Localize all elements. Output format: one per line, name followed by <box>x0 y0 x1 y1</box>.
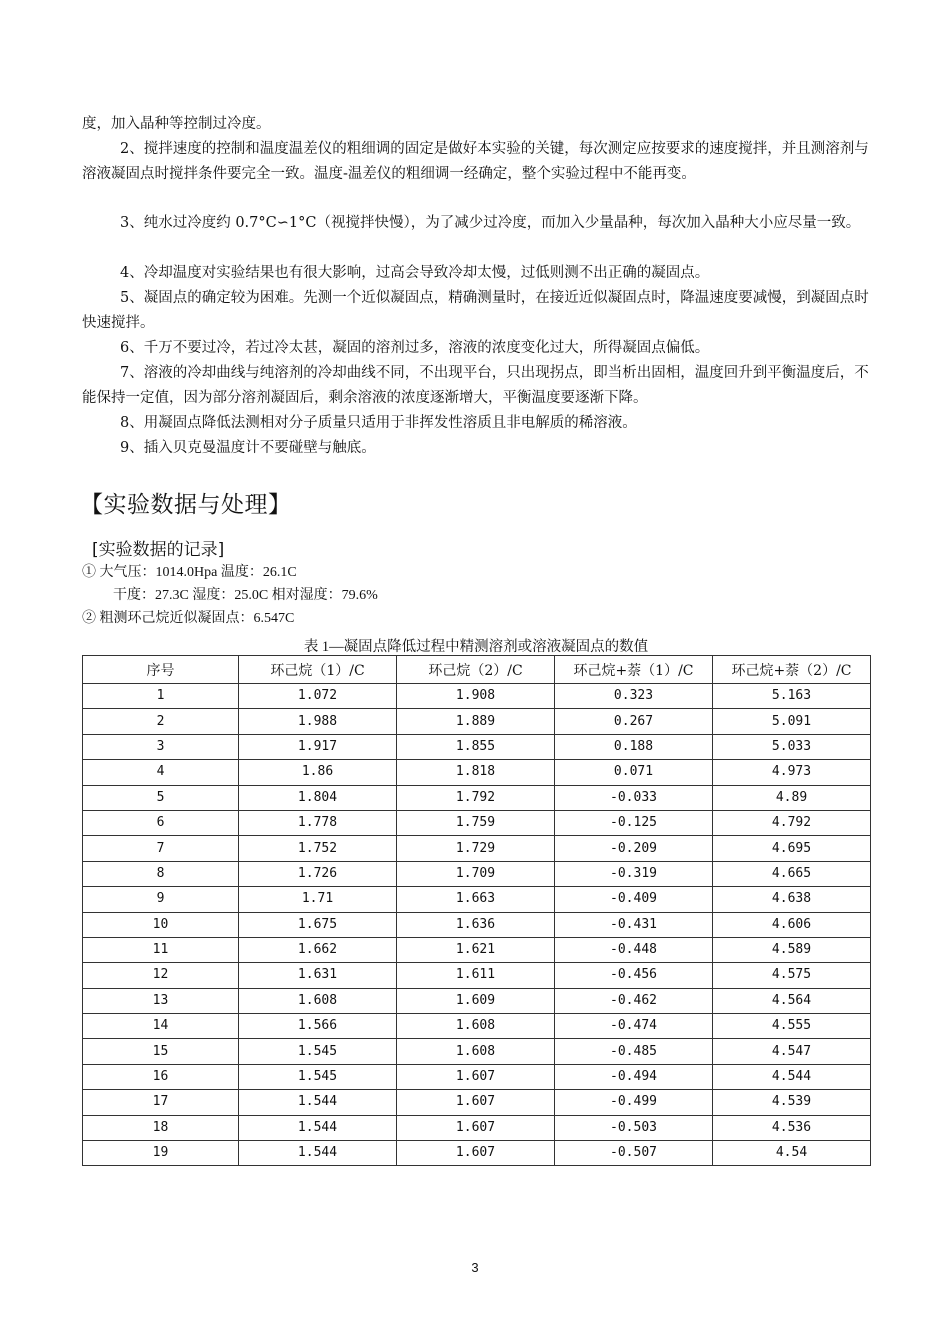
table-cell: 2 <box>83 709 239 734</box>
table-cell: 4.606 <box>713 912 871 937</box>
table-cell: 1.675 <box>239 912 397 937</box>
table-cell: 4.539 <box>713 1090 871 1115</box>
table-row <box>83 1039 871 1064</box>
table-row <box>83 988 871 1013</box>
table-cell: 1.544 <box>239 1141 397 1166</box>
table-cell: 4.695 <box>713 836 871 861</box>
table-row <box>83 1064 871 1089</box>
table-cell: 1.607 <box>397 1064 555 1089</box>
table-cell: 1.818 <box>397 760 555 785</box>
table-cell: 0.188 <box>555 734 713 759</box>
header-cyclohexane-naphthalene-2: 环己烷+萘（2）/C <box>713 656 871 684</box>
table-cell: -0.033 <box>555 785 713 810</box>
table-cell: 1.917 <box>239 734 397 759</box>
table-row <box>83 810 871 835</box>
table-cell: 1.607 <box>397 1115 555 1140</box>
table-cell: 1.86 <box>239 760 397 785</box>
table-cell: 11 <box>83 937 239 962</box>
table-cell: 1.545 <box>239 1064 397 1089</box>
table-cell: 0.071 <box>555 760 713 785</box>
table-cell: 1.804 <box>239 785 397 810</box>
note-7: 7、溶液的冷却曲线与纯溶剂的冷却曲线不同，不出现平台，只出现拐点，即当析出固相，温度回升到平衡温度后，不能保持一定值，因为部分溶剂凝固后，剩余溶液的浓度逐渐增大，平衡温度要逐渐下降。 <box>82 365 869 406</box>
table-cell: 3 <box>83 734 239 759</box>
table-cell: 1.726 <box>239 861 397 886</box>
note-5: 5、凝固点的确定较为困难。先测一个近似凝固点，精确测量时，在接近近似凝固点时，降温速度要减慢，到凝固点时快速搅拌。 <box>82 290 869 331</box>
table-cell: -0.494 <box>555 1064 713 1089</box>
table-cell: 1.988 <box>239 709 397 734</box>
table-cell: 1.621 <box>397 937 555 962</box>
header-cyclohexane-2: 环己烷（2）/C <box>397 656 555 684</box>
table-cell: 4.89 <box>713 785 871 810</box>
table-row <box>83 1141 871 1166</box>
page-number: 3 <box>471 1260 479 1275</box>
table-cell: 4 <box>83 760 239 785</box>
table-cell: 1.609 <box>397 988 555 1013</box>
table-cell: -0.409 <box>555 887 713 912</box>
table-cell: 17 <box>83 1090 239 1115</box>
note-6: 6、千万不要过冷，若过冷太甚，凝固的溶剂过多，溶液的浓度变化过大，所得凝固点偏低。 <box>120 340 710 356</box>
table-cell: 1.662 <box>239 937 397 962</box>
table-cell: 4.973 <box>713 760 871 785</box>
note-3: 3、纯水过冷度约 0.7°C∽1°C（视搅拌快慢），为了减少过冷度，而加入少量晶种，每次加入晶种大小应尽量一致。 <box>120 215 861 231</box>
table-cell: 1.663 <box>397 887 555 912</box>
table-caption: 表 1—凝固点降低过程中精测溶剂或溶液凝固点的数值 <box>303 639 649 655</box>
table-cell: 1.544 <box>239 1115 397 1140</box>
table-row <box>83 912 871 937</box>
table-cell: 1.759 <box>397 810 555 835</box>
table-row <box>83 1115 871 1140</box>
table-row <box>83 1090 871 1115</box>
table-cell: 0.267 <box>555 709 713 734</box>
table-cell: 1.636 <box>397 912 555 937</box>
table-body <box>83 684 871 1166</box>
table-cell: 1.709 <box>397 861 555 886</box>
table-cell: 1 <box>83 684 239 709</box>
table-cell: -0.485 <box>555 1039 713 1064</box>
table-cell: 4.665 <box>713 861 871 886</box>
table-cell: 1.607 <box>397 1090 555 1115</box>
table-cell: -0.462 <box>555 988 713 1013</box>
table-cell: 8 <box>83 861 239 886</box>
note-9: 9、插入贝克曼温度计不要碰壁与触底。 <box>120 440 376 456</box>
section-title: 【实验数据与处理】 <box>80 492 292 518</box>
table-cell: 0.323 <box>555 684 713 709</box>
note-2: 2、搅拌速度的控制和温度温差仪的粗细调的固定是做好本实验的关键，每次测定应按要求的速度搅拌，并且测溶剂与溶液凝固点时搅拌条件要完全一致。温度-温差仪的粗细调一经确定，整个实验过程中不能再变。 <box>82 141 869 182</box>
table-cell: 9 <box>83 887 239 912</box>
table-cell: 1.631 <box>239 963 397 988</box>
table-row <box>83 937 871 962</box>
table-cell: 5.163 <box>713 684 871 709</box>
table-cell: 15 <box>83 1039 239 1064</box>
table-row <box>83 1014 871 1039</box>
table-cell: 4.536 <box>713 1115 871 1140</box>
table-cell: 1.729 <box>397 836 555 861</box>
table-cell: 13 <box>83 988 239 1013</box>
table-cell: 1.855 <box>397 734 555 759</box>
table-row <box>83 684 871 709</box>
table-row <box>83 836 871 861</box>
freezing-point-table <box>82 655 871 1166</box>
table-cell: 4.544 <box>713 1064 871 1089</box>
header-cyclohexane-naphthalene-1: 环己烷+萘（1）/C <box>555 656 713 684</box>
sub-title: [实验数据的记录] <box>92 540 225 560</box>
table-cell: 18 <box>83 1115 239 1140</box>
table-cell: 1.608 <box>239 988 397 1013</box>
header-cyclohexane-1: 环己烷（1）/C <box>239 656 397 684</box>
table-cell: -0.507 <box>555 1141 713 1166</box>
table-cell: 1.908 <box>397 684 555 709</box>
table-row <box>83 963 871 988</box>
table-row <box>83 760 871 785</box>
table-cell: 4.589 <box>713 937 871 962</box>
table-header-row <box>83 656 871 684</box>
table-cell: 1.608 <box>397 1014 555 1039</box>
table-cell: 5.033 <box>713 734 871 759</box>
table-row <box>83 734 871 759</box>
table-cell: 6 <box>83 810 239 835</box>
paragraph-continuation: 度，加入晶种等控制过冷度。 <box>82 116 271 132</box>
table-cell: 1.778 <box>239 810 397 835</box>
table-cell: 1.611 <box>397 963 555 988</box>
table-cell: 1.792 <box>397 785 555 810</box>
table-cell: 4.575 <box>713 963 871 988</box>
record-humidity: 干度：27.3C 湿度：25.0C 相对湿度：79.6% <box>113 588 378 603</box>
table-cell: 1.544 <box>239 1090 397 1115</box>
header-index: 序号 <box>83 656 239 684</box>
record-pressure-temperature: ① 大气压：1014.0Hpa 温度：26.1C <box>82 565 297 580</box>
table-cell: 1.072 <box>239 684 397 709</box>
table-cell: 4.555 <box>713 1014 871 1039</box>
table-cell: -0.319 <box>555 861 713 886</box>
table-cell: 5 <box>83 785 239 810</box>
table-cell: -0.456 <box>555 963 713 988</box>
table-cell: 4.792 <box>713 810 871 835</box>
table-cell: 1.752 <box>239 836 397 861</box>
table-cell: 12 <box>83 963 239 988</box>
table-cell: 16 <box>83 1064 239 1089</box>
table-cell: 19 <box>83 1141 239 1166</box>
table-cell: 1.608 <box>397 1039 555 1064</box>
table-cell: 10 <box>83 912 239 937</box>
table-cell: 1.607 <box>397 1141 555 1166</box>
table-cell: 1.566 <box>239 1014 397 1039</box>
table-row <box>83 861 871 886</box>
table-cell: 4.54 <box>713 1141 871 1166</box>
table-cell: -0.474 <box>555 1014 713 1039</box>
table-cell: 4.638 <box>713 887 871 912</box>
table-cell: -0.448 <box>555 937 713 962</box>
table-cell: 14 <box>83 1014 239 1039</box>
note-8: 8、用凝固点降低法测相对分子质量只适用于非挥发性溶质且非电解质的稀溶液。 <box>120 415 637 431</box>
table-cell: 1.71 <box>239 887 397 912</box>
table-cell: -0.209 <box>555 836 713 861</box>
table-cell: -0.431 <box>555 912 713 937</box>
note-4: 4、冷却温度对实验结果也有很大影响，过高会导致冷却太慢，过低则测不出正确的凝固点。 <box>120 265 710 281</box>
table-row <box>83 709 871 734</box>
record-approx-freezing-point: ② 粗测环己烷近似凝固点：6.547C <box>82 611 295 626</box>
table-cell: 1.545 <box>239 1039 397 1064</box>
table-cell: -0.499 <box>555 1090 713 1115</box>
table-cell: 5.091 <box>713 709 871 734</box>
table-cell: 1.889 <box>397 709 555 734</box>
table-cell: 4.547 <box>713 1039 871 1064</box>
table-row <box>83 785 871 810</box>
table-cell: 7 <box>83 836 239 861</box>
table-row <box>83 887 871 912</box>
table-cell: -0.125 <box>555 810 713 835</box>
table-cell: 4.564 <box>713 988 871 1013</box>
table-cell: -0.503 <box>555 1115 713 1140</box>
